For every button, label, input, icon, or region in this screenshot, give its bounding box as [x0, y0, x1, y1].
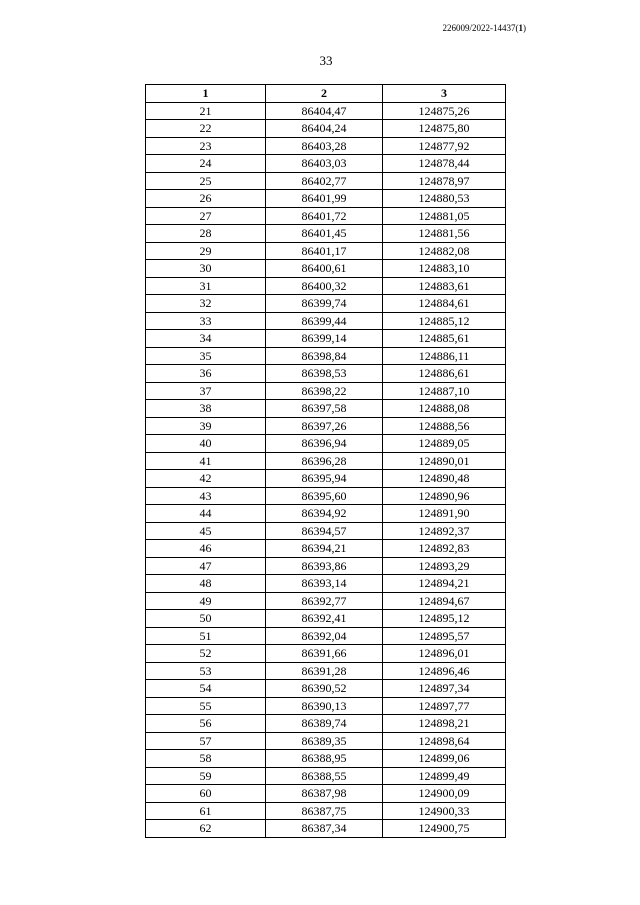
cell-y-coordinate: 124883,10	[383, 260, 506, 278]
document-id	[443, 23, 527, 33]
cell-point-number: 23	[146, 137, 266, 155]
cell-y-coordinate: 124894,21	[383, 575, 506, 593]
page-number: 33	[319, 53, 333, 68]
cell-y-coordinate: 124897,34	[383, 680, 506, 698]
cell-x-coordinate: 86388,55	[266, 767, 383, 785]
cell-y-coordinate: 124900,33	[383, 802, 506, 820]
cell-x-coordinate: 86392,41	[266, 610, 383, 628]
table-row	[146, 627, 506, 645]
cell-x-coordinate: 86390,52	[266, 680, 383, 698]
cell-point-number: 43	[146, 487, 266, 505]
cell-y-coordinate: 124878,97	[383, 172, 506, 190]
cell-point-number: 56	[146, 715, 266, 733]
cell-y-coordinate: 124890,01	[383, 452, 506, 470]
cell-y-coordinate: 124890,96	[383, 487, 506, 505]
table-row	[146, 820, 506, 838]
document-id-copy-number: 1	[518, 23, 523, 33]
cell-point-number: 26	[146, 190, 266, 208]
cell-point-number: 40	[146, 435, 266, 453]
cell-point-number: 59	[146, 767, 266, 785]
cell-x-coordinate: 86397,26	[266, 417, 383, 435]
cell-x-coordinate: 86402,77	[266, 172, 383, 190]
table-row	[146, 102, 506, 120]
cell-x-coordinate: 86397,58	[266, 400, 383, 418]
cell-point-number: 25	[146, 172, 266, 190]
header-row	[146, 85, 506, 103]
cell-point-number: 62	[146, 820, 266, 838]
cell-point-number: 49	[146, 592, 266, 610]
cell-y-coordinate: 124881,56	[383, 225, 506, 243]
cell-y-coordinate: 124883,61	[383, 277, 506, 295]
cell-y-coordinate: 124898,64	[383, 732, 506, 750]
table-row	[146, 330, 506, 348]
cell-y-coordinate: 124881,05	[383, 207, 506, 225]
cell-x-coordinate: 86396,28	[266, 452, 383, 470]
cell-point-number: 41	[146, 452, 266, 470]
cell-x-coordinate: 86387,34	[266, 820, 383, 838]
table-row	[146, 120, 506, 138]
cell-point-number: 32	[146, 295, 266, 313]
cell-x-coordinate: 86401,45	[266, 225, 383, 243]
cell-x-coordinate: 86394,92	[266, 505, 383, 523]
cell-point-number: 33	[146, 312, 266, 330]
table-row	[146, 785, 506, 803]
table-row	[146, 575, 506, 593]
cell-point-number: 42	[146, 470, 266, 488]
table-row	[146, 365, 506, 383]
table-row	[146, 260, 506, 278]
cell-point-number: 51	[146, 627, 266, 645]
cell-point-number: 57	[146, 732, 266, 750]
cell-point-number: 27	[146, 207, 266, 225]
cell-point-number: 46	[146, 540, 266, 558]
cell-x-coordinate: 86394,21	[266, 540, 383, 558]
cell-point-number: 48	[146, 575, 266, 593]
cell-y-coordinate: 124877,92	[383, 137, 506, 155]
cell-x-coordinate: 86387,98	[266, 785, 383, 803]
table-row	[146, 610, 506, 628]
cell-y-coordinate: 124894,67	[383, 592, 506, 610]
cell-point-number: 55	[146, 697, 266, 715]
cell-x-coordinate: 86401,72	[266, 207, 383, 225]
column-header-x-coordinate: 2	[266, 85, 383, 103]
table-row	[146, 767, 506, 785]
cell-point-number: 28	[146, 225, 266, 243]
table-row	[146, 347, 506, 365]
document-id-prefix: 226009/2022-14437(	[442, 23, 519, 33]
table-body	[146, 102, 506, 837]
cell-point-number: 54	[146, 680, 266, 698]
cell-y-coordinate: 124900,09	[383, 785, 506, 803]
cell-x-coordinate: 86403,03	[266, 155, 383, 173]
cell-x-coordinate: 86399,74	[266, 295, 383, 313]
cell-y-coordinate: 124886,61	[383, 365, 506, 383]
cell-y-coordinate: 124889,05	[383, 435, 506, 453]
table-row	[146, 312, 506, 330]
table-row	[146, 802, 506, 820]
table-row	[146, 732, 506, 750]
cell-y-coordinate: 124886,11	[383, 347, 506, 365]
cell-x-coordinate: 86401,17	[266, 242, 383, 260]
table-row	[146, 155, 506, 173]
cell-x-coordinate: 86389,35	[266, 732, 383, 750]
table-row	[146, 697, 506, 715]
table-row	[146, 662, 506, 680]
cell-point-number: 58	[146, 750, 266, 768]
cell-x-coordinate: 86400,61	[266, 260, 383, 278]
cell-point-number: 35	[146, 347, 266, 365]
cell-y-coordinate: 124899,06	[383, 750, 506, 768]
table-row	[146, 715, 506, 733]
cell-y-coordinate: 124900,75	[383, 820, 506, 838]
cell-x-coordinate: 86389,74	[266, 715, 383, 733]
cell-point-number: 30	[146, 260, 266, 278]
cell-point-number: 60	[146, 785, 266, 803]
table-row	[146, 400, 506, 418]
table-row	[146, 172, 506, 190]
cell-x-coordinate: 86396,94	[266, 435, 383, 453]
cell-point-number: 44	[146, 505, 266, 523]
cell-point-number: 22	[146, 120, 266, 138]
cell-x-coordinate: 86391,28	[266, 662, 383, 680]
table-row	[146, 242, 506, 260]
cell-x-coordinate: 86392,04	[266, 627, 383, 645]
cell-y-coordinate: 124895,12	[383, 610, 506, 628]
table-row	[146, 470, 506, 488]
cell-point-number: 39	[146, 417, 266, 435]
cell-y-coordinate: 124897,77	[383, 697, 506, 715]
cell-y-coordinate: 124885,12	[383, 312, 506, 330]
cell-y-coordinate: 124896,46	[383, 662, 506, 680]
coordinates-table	[145, 84, 506, 838]
cell-y-coordinate: 124892,83	[383, 540, 506, 558]
cell-point-number: 24	[146, 155, 266, 173]
cell-x-coordinate: 86391,66	[266, 645, 383, 663]
cell-point-number: 31	[146, 277, 266, 295]
cell-y-coordinate: 124884,61	[383, 295, 506, 313]
cell-y-coordinate: 124890,48	[383, 470, 506, 488]
table-row	[146, 452, 506, 470]
column-header-y-coordinate: 3	[383, 85, 506, 103]
cell-y-coordinate: 124882,08	[383, 242, 506, 260]
cell-y-coordinate: 124898,21	[383, 715, 506, 733]
table-row	[146, 680, 506, 698]
cell-x-coordinate: 86393,14	[266, 575, 383, 593]
cell-x-coordinate: 86404,24	[266, 120, 383, 138]
cell-y-coordinate: 124887,10	[383, 382, 506, 400]
cell-y-coordinate: 124888,56	[383, 417, 506, 435]
cell-point-number: 47	[146, 557, 266, 575]
cell-x-coordinate: 86395,94	[266, 470, 383, 488]
cell-x-coordinate: 86400,32	[266, 277, 383, 295]
cell-point-number: 53	[146, 662, 266, 680]
table-row	[146, 522, 506, 540]
cell-point-number: 29	[146, 242, 266, 260]
cell-point-number: 61	[146, 802, 266, 820]
table-row	[146, 750, 506, 768]
cell-point-number: 37	[146, 382, 266, 400]
table-row	[146, 417, 506, 435]
table-row	[146, 505, 506, 523]
cell-point-number: 38	[146, 400, 266, 418]
cell-point-number: 45	[146, 522, 266, 540]
cell-x-coordinate: 86393,86	[266, 557, 383, 575]
cell-y-coordinate: 124885,61	[383, 330, 506, 348]
table-header	[146, 85, 506, 103]
table-row	[146, 592, 506, 610]
table-row	[146, 382, 506, 400]
cell-y-coordinate: 124892,37	[383, 522, 506, 540]
cell-x-coordinate: 86399,44	[266, 312, 383, 330]
cell-x-coordinate: 86401,99	[266, 190, 383, 208]
cell-x-coordinate: 86392,77	[266, 592, 383, 610]
cell-point-number: 36	[146, 365, 266, 383]
table-row	[146, 225, 506, 243]
cell-y-coordinate: 124899,49	[383, 767, 506, 785]
document-id-suffix: )	[523, 23, 526, 33]
table-row	[146, 540, 506, 558]
table-row	[146, 207, 506, 225]
cell-x-coordinate: 86388,95	[266, 750, 383, 768]
table-row	[146, 487, 506, 505]
table-row	[146, 277, 506, 295]
table-row	[146, 295, 506, 313]
cell-point-number: 52	[146, 645, 266, 663]
cell-x-coordinate: 86403,28	[266, 137, 383, 155]
cell-x-coordinate: 86398,84	[266, 347, 383, 365]
cell-y-coordinate: 124896,01	[383, 645, 506, 663]
cell-point-number: 50	[146, 610, 266, 628]
cell-x-coordinate: 86390,13	[266, 697, 383, 715]
cell-y-coordinate: 124880,53	[383, 190, 506, 208]
table-row	[146, 557, 506, 575]
cell-x-coordinate: 86395,60	[266, 487, 383, 505]
table-row	[146, 645, 506, 663]
cell-point-number: 21	[146, 102, 266, 120]
cell-y-coordinate: 124878,44	[383, 155, 506, 173]
table-row	[146, 137, 506, 155]
column-header-point-number: 1	[146, 85, 266, 103]
cell-x-coordinate: 86404,47	[266, 102, 383, 120]
cell-x-coordinate: 86398,22	[266, 382, 383, 400]
cell-x-coordinate: 86399,14	[266, 330, 383, 348]
cell-x-coordinate: 86398,53	[266, 365, 383, 383]
cell-y-coordinate: 124893,29	[383, 557, 506, 575]
cell-y-coordinate: 124888,08	[383, 400, 506, 418]
table-row	[146, 190, 506, 208]
cell-y-coordinate: 124875,80	[383, 120, 506, 138]
cell-x-coordinate: 86387,75	[266, 802, 383, 820]
table-row	[146, 435, 506, 453]
cell-point-number: 34	[146, 330, 266, 348]
cell-x-coordinate: 86394,57	[266, 522, 383, 540]
cell-y-coordinate: 124891,90	[383, 505, 506, 523]
cell-y-coordinate: 124875,26	[383, 102, 506, 120]
cell-y-coordinate: 124895,57	[383, 627, 506, 645]
